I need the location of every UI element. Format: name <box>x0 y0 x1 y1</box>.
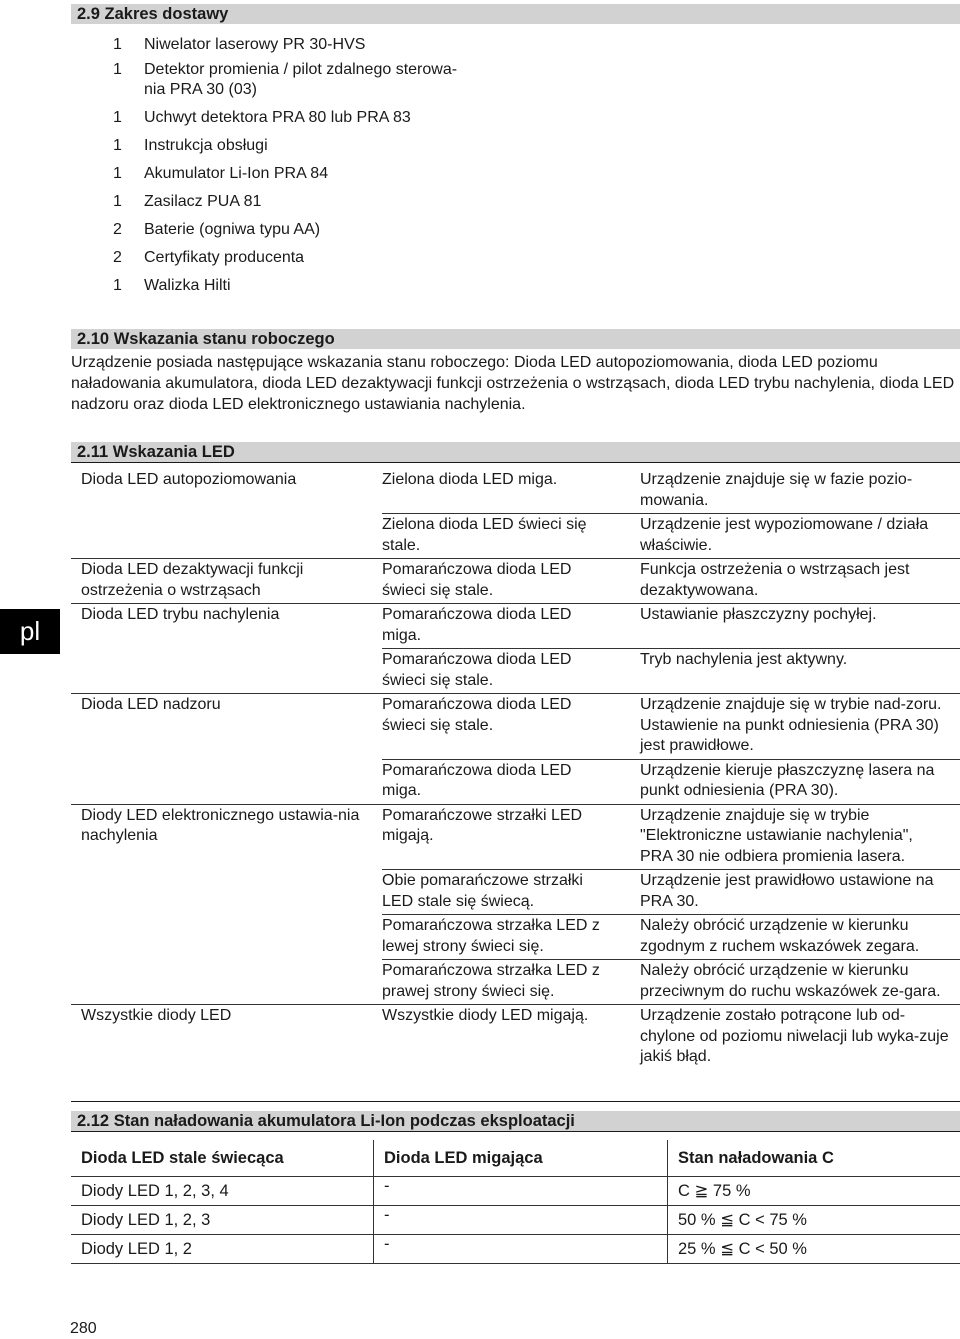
led-name: Dioda LED nadzoru <box>81 696 221 713</box>
led-name <box>71 759 382 804</box>
table-row <box>71 559 960 604</box>
led-state: Pomarańczowa dioda LED miga. <box>382 759 621 804</box>
status-paragraph: Urządzenie posiada następujące wskazania stanu roboczego: Dioda LED autopoziomowania, dioda LED poziomu naładowania akumulatora, dioda LED dezaktywacji funkcji ostrzeżenia o wstrząsach, dioda LED trybu nachylenia, dioda LED nadzoru oraz dioda LED elektronicznego ustawiania nachylenia. <box>71 354 955 413</box>
table-cell: 25 % ≦ C < 50 % <box>668 1235 960 1264</box>
list-item <box>113 60 457 106</box>
led-meaning: Należy obrócić urządzenie w kierunku zgodnym z ruchem wskazówek zegara. <box>621 915 960 960</box>
table-row <box>71 604 960 649</box>
led-name <box>71 649 382 694</box>
delivery-list <box>113 35 457 305</box>
list-item <box>113 248 457 276</box>
led-meaning: Urządzenie znajduje się w trybie nad-zoru. Ustawienie na punkt odniesienia (PRA 30) jest prawidłowe. <box>621 694 960 760</box>
led-name <box>71 514 382 559</box>
item-text: Detektor promienia / pilot zdalnego sterowa- <box>144 61 458 78</box>
item-qty: 1 <box>113 36 122 53</box>
item-text: Certyfikaty producenta <box>144 249 305 266</box>
table-row <box>71 804 960 870</box>
item-qty: 1 <box>113 277 122 294</box>
table-row <box>71 514 960 559</box>
item-text: Uchwyt detektora PRA 80 lub PRA 83 <box>144 109 411 126</box>
table-row <box>71 1206 960 1235</box>
led-state: Pomarańczowa strzałka LED z lewej strony świeci się. <box>382 915 621 960</box>
table-header-row <box>71 1140 960 1177</box>
item-qty: 1 <box>113 193 122 210</box>
item-qty: 1 <box>113 137 122 154</box>
table-row <box>71 694 960 760</box>
table-cell: Diody LED 1, 2 <box>71 1235 374 1264</box>
led-name <box>71 960 382 1005</box>
table-cell: - <box>374 1177 668 1206</box>
led-meaning: Urządzenie znajduje się w fazie pozio-mowania. <box>621 469 960 514</box>
item-qty: 2 <box>113 249 122 266</box>
item-text: Instrukcja obsługi <box>144 137 268 154</box>
table-cell: - <box>374 1206 668 1235</box>
led-meaning: Urządzenie jest prawidłowo ustawione na PRA 30. <box>621 870 960 915</box>
item-text: Baterie (ogniwa typu AA) <box>144 221 321 238</box>
list-item <box>113 164 457 192</box>
item-text: Walizka Hilti <box>144 277 231 294</box>
page-number: 280 <box>70 1320 97 1337</box>
led-meaning: Funkcja ostrzeżenia o wstrząsach jest dezaktywowana. <box>621 559 960 604</box>
section-heading-led: 2.11 Wskazania LED <box>71 442 960 462</box>
led-state: Zielona dioda LED miga. <box>382 469 621 514</box>
battery-table <box>71 1140 960 1264</box>
led-state: Pomarańczowa dioda LED miga. <box>382 604 621 649</box>
list-item <box>113 35 457 63</box>
table-cell: - <box>374 1235 668 1264</box>
led-name: Dioda LED dezaktywacji funkcji ostrzeżenia o wstrząsach <box>71 559 382 604</box>
led-name: Dioda LED trybu nachylenia <box>81 606 280 623</box>
led-name: Wszystkie diody LED <box>81 1007 232 1024</box>
table-row <box>71 759 960 804</box>
table-row <box>71 960 960 1005</box>
table-cell: Diody LED 1, 2, 3 <box>71 1206 374 1235</box>
list-item <box>113 136 457 164</box>
led-name <box>71 915 382 960</box>
led-meaning: Urządzenie zostało potrącone lub od-chylone od poziomu niwelacji lub wyka-zuje jakiś błąd. <box>640 1007 949 1065</box>
column-header: Dioda LED stale świecąca <box>71 1140 374 1177</box>
led-name: Diody LED elektronicznego ustawia-nia nachylenia <box>81 806 360 844</box>
item-text: Zasilacz PUA 81 <box>144 193 262 210</box>
led-state: Obie pomarańczowe strzałki LED stale się świecą. <box>382 870 621 915</box>
led-name: Dioda LED autopoziomowania <box>81 471 297 488</box>
section-heading-battery: 2.12 Stan naładowania akumulatora Li-Ion podczas eksploatacji <box>71 1111 960 1131</box>
column-header: Stan naładowania C <box>668 1140 960 1177</box>
led-meaning: Tryb nachylenia jest aktywny. <box>621 649 960 694</box>
list-item <box>113 192 457 220</box>
led-meaning: Ustawianie płaszczyzny pochyłej. <box>621 604 960 649</box>
led-state: Pomarańczowa dioda LED świeci się stale. <box>382 649 621 694</box>
led-state: Pomarańczowa dioda LED świeci się stale. <box>382 694 621 760</box>
led-meaning: Urządzenie jest wypoziomowane / działa właściwie. <box>621 514 960 559</box>
table-row <box>71 1177 960 1206</box>
list-item <box>113 220 457 248</box>
table-cell: C ≧ 75 % <box>668 1177 960 1206</box>
language-tab: pl <box>0 609 60 654</box>
led-meaning: Urządzenie kieruje płaszczyznę lasera na punkt odniesienia (PRA 30). <box>621 759 960 804</box>
item-qty: 1 <box>113 165 122 182</box>
led-meaning: Urządzenie znajduje się w trybie "Elektroniczne ustawianie nachylenia", PRA 30 nie odbiera promienia lasera. <box>621 804 960 870</box>
item-qty: 1 <box>113 61 122 78</box>
column-header: Dioda LED migająca <box>374 1140 668 1177</box>
heading-rule <box>71 1131 960 1132</box>
item-text: Niwelator laserowy PR 30-HVS <box>144 36 366 53</box>
table-cell: Diody LED 1, 2, 3, 4 <box>71 1177 374 1206</box>
section-top-rule <box>71 1101 960 1102</box>
led-meaning: Należy obrócić urządzenie w kierunku przeciwnym do ruchu wskazówek ze-gara. <box>621 960 960 1005</box>
list-item <box>113 276 457 304</box>
table-row <box>71 469 960 514</box>
section-heading-delivery: 2.9 Zakres dostawy <box>71 4 960 24</box>
list-item <box>113 108 457 136</box>
led-state: Pomarańczowa strzałka LED z prawej strony świeci się. <box>382 960 621 1005</box>
heading-rule <box>71 462 960 463</box>
section-heading-status: 2.10 Wskazania stanu roboczego <box>71 329 960 349</box>
led-table <box>71 469 960 1070</box>
item-text: Akumulator Li-Ion PRA 84 <box>144 165 329 182</box>
led-name <box>71 870 382 915</box>
led-state: Zielona dioda LED świeci się stale. <box>382 514 621 559</box>
led-state: Pomarańczowe strzałki LED migają. <box>382 804 621 870</box>
item-qty: 1 <box>113 109 122 126</box>
table-row <box>71 915 960 960</box>
table-row <box>71 1005 960 1070</box>
item-text-continued: nia PRA 30 (03) <box>144 81 257 98</box>
table-row <box>71 870 960 915</box>
table-cell: 50 % ≦ C < 75 % <box>668 1206 960 1235</box>
item-qty: 2 <box>113 221 122 238</box>
led-state: Pomarańczowa dioda LED świeci się stale. <box>382 559 621 604</box>
led-state: Wszystkie diody LED migają. <box>382 1007 589 1024</box>
table-row <box>71 649 960 694</box>
table-row <box>71 1235 960 1264</box>
